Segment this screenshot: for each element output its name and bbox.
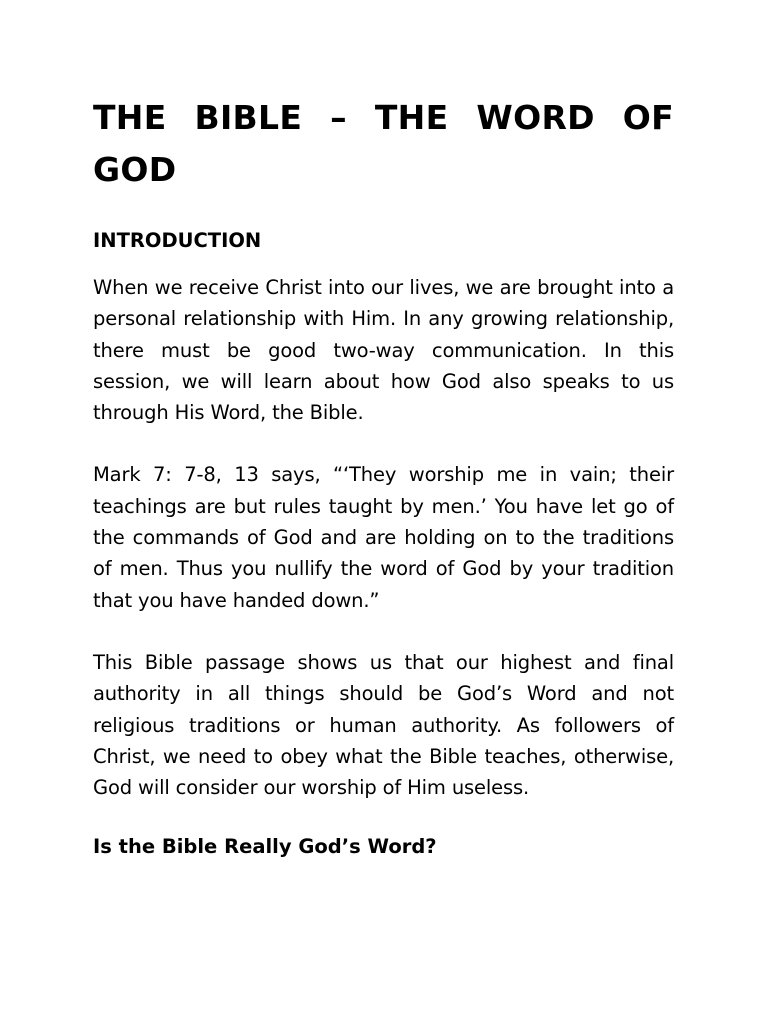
document-body xyxy=(93,92,674,860)
section-heading-bible-gods-word: Is the Bible Really God’s Word? xyxy=(93,835,437,859)
paragraph-scripture-quote: Mark 7: 7-8, 13 says, “‘They worship me in vain; their teachings are but rules taught by men.’ You have let go of the commands of God and are holding on to the traditions of men. Thus you nullify the word of God by your tradition that you have handed down.” xyxy=(93,463,674,612)
section-heading-introduction: INTRODUCTION xyxy=(93,229,262,252)
paragraph-relationship: When we receive Christ into our lives, we are brought into a personal relationship with Him. In any growing relationship, there must be good two-way communication. In this session, we will learn about how God also speaks to us through His Word, the Bible. xyxy=(93,276,674,425)
document-title: THE BIBLE – THE WORD OF GOD xyxy=(93,98,674,189)
paragraph-final-authority: This Bible passage shows us that our highest and final authority in all things should be God’s Word and not religious traditions or human authority. As followers of Christ, we need to obey what the Bible teaches, otherwise, God will consider our worship of Him useless. xyxy=(93,650,674,800)
